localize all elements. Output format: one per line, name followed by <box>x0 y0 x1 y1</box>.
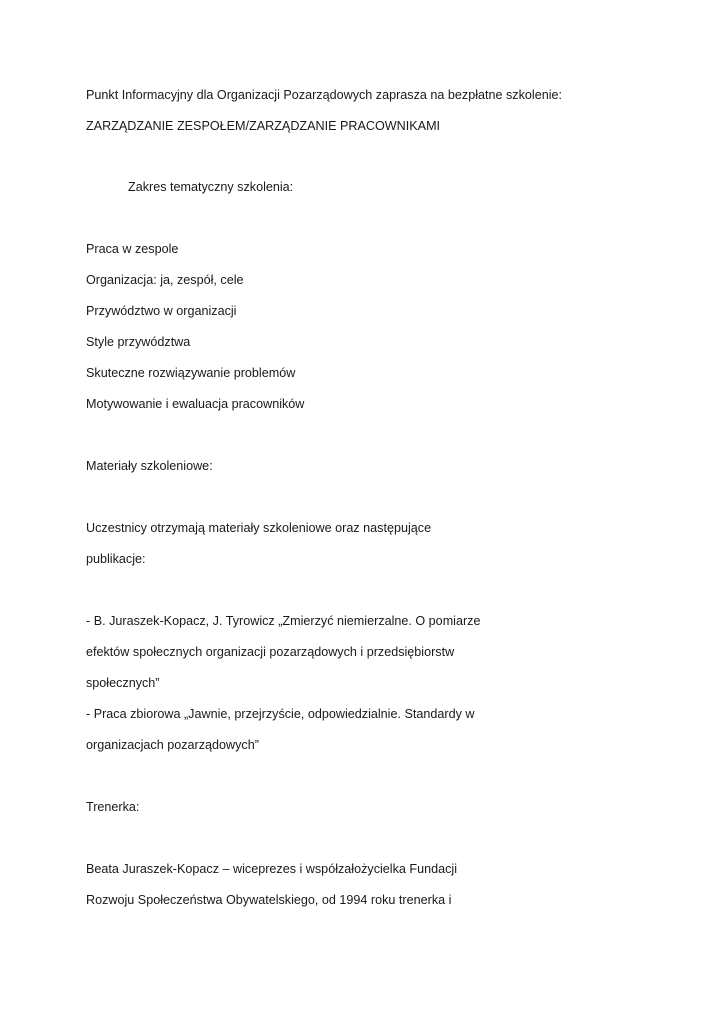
topics-heading: Zakres tematyczny szkolenia: <box>128 180 294 194</box>
topic-item: Skuteczne rozwiązywanie problemów <box>86 366 296 380</box>
training-title: ZARZĄDZANIE ZESPOŁEM/ZARZĄDZANIE PRACOWNIKAMI <box>86 119 441 133</box>
publication-1-line: - B. Juraszek-Kopacz, J. Tyrowicz „Zmierzyć niemierzalne. O pomiarze <box>86 614 481 628</box>
topic-item: Przywództwo w organizacji <box>86 304 237 318</box>
publication-2-line: - Praca zbiorowa „Jawnie, przejrzyście, odpowiedzialnie. Standardy w <box>86 707 475 721</box>
publication-2-line: organizacjach pozarządowych” <box>86 738 259 752</box>
materials-text-line: Uczestnicy otrzymają materiały szkoleniowe oraz następujące <box>86 521 432 535</box>
topic-item: Style przywództwa <box>86 335 191 349</box>
trainer-heading: Trenerka: <box>86 800 140 814</box>
intro-text: Punkt Informacyjny dla Organizacji Pozarządowych zaprasza na bezpłatne szkolenie: <box>86 88 563 102</box>
materials-text-line: publikacje: <box>86 552 146 566</box>
publication-1-line: efektów społecznych organizacji pozarządowych i przedsiębiorstw <box>86 645 455 659</box>
publication-1-line: społecznych” <box>86 676 160 690</box>
topic-item: Motywowanie i ewaluacja pracowników <box>86 397 305 411</box>
topic-item: Organizacja: ja, zespół, cele <box>86 273 244 287</box>
materials-heading: Materiały szkoleniowe: <box>86 459 213 473</box>
topic-item: Praca w zespole <box>86 242 179 256</box>
trainer-bio-line: Beata Juraszek-Kopacz – wiceprezes i współzałożycielka Fundacji <box>86 862 457 876</box>
trainer-bio-line: Rozwoju Społeczeństwa Obywatelskiego, od 1994 roku trenerka i <box>86 893 452 907</box>
